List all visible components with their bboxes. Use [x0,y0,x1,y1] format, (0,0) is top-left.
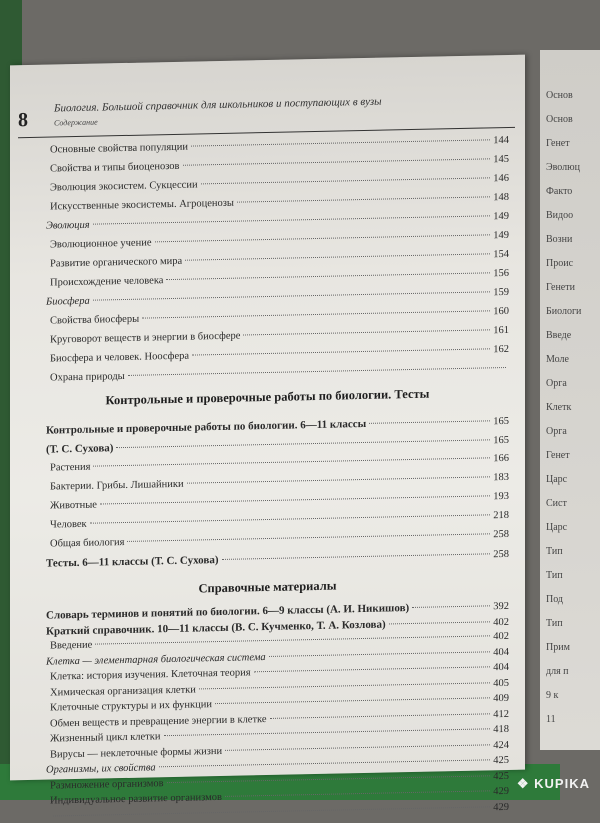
dot-leader [167,775,491,783]
right-page-line: Царс [546,474,568,485]
toc-entry-title: Контрольные и проверочные работы по биологии. 6—11 классы [46,417,367,437]
dot-leader [155,234,491,242]
right-page-line: Тип [546,618,563,629]
toc-entry-title: Введение [50,639,93,652]
right-page-line: Проис [546,258,574,269]
toc-entry [10,529,509,550]
toc-entry-title: Человек [50,518,87,531]
toc-entry-title: Круговорот веществ и энергии в биосфере [50,330,241,346]
dot-leader [93,291,491,300]
right-page-line: Тип [546,546,563,557]
toc-entry-title: Охрана природы [50,370,125,384]
toc-entry [10,287,509,308]
toc-entry-page: 160 [493,305,509,318]
toc-entry [10,230,509,251]
dot-leader [225,744,490,751]
right-page-line: Эволюц [546,162,580,173]
toc-entry-page: 402 [493,616,509,628]
dot-leader [166,272,490,280]
toc-entry-page: 156 [493,267,509,280]
toc-entry-title: Эволюционное учение [50,237,152,251]
toc-entry-page: 183 [493,471,509,484]
toc-entry-page: 424 [493,739,509,751]
toc-entry-title: Развитие органического мира [50,255,183,270]
toc-entry-page: 402 [493,630,509,643]
dot-leader [269,651,491,657]
right-page-line: Генет [546,138,570,149]
toc-entry-title: Жизненный цикл клетки [50,731,161,745]
toc-entry-title: Искусственные экосистемы. Агроценозы [50,197,234,213]
dot-leader [185,253,490,260]
dot-leader [237,196,490,202]
toc-entry-title: Краткий справочник. 10—11 классы (В. С. Кучменко, Т. А. Козлова) [46,618,386,638]
toc-entry-page: 159 [493,286,509,299]
toc-entry-page: 404 [493,661,509,674]
right-page [540,50,600,750]
right-page-line: Орга [546,426,567,437]
toc-entry-title: Биосфера [46,295,90,308]
toc-entry [10,363,509,384]
header-subtitle: Содержание [54,117,98,128]
right-page-line: Тип [546,570,563,581]
toc-entry-page: 392 [493,600,509,613]
dot-leader [127,533,490,542]
toc-entry-page: 165 [493,434,509,447]
dot-leader [199,682,490,689]
dot-leader [225,790,490,797]
toc-entry-page: 193 [493,490,509,503]
right-page-line: 9 к [546,690,559,701]
dot-leader [187,476,491,483]
toc-entry-title: Бактерии. Грибы. Лишайники [50,478,184,493]
dot-leader [389,621,491,624]
toc-entry-title: Биосфера и человек. Ноосфера [50,350,190,365]
toc-entry-page: 161 [493,324,509,337]
toc-entry-title: (Т. С. Сухова) [46,442,114,456]
dot-leader [243,329,490,335]
toc-entry-page: 425 [493,754,509,767]
dot-leader [93,457,490,466]
toc-entry-title: Основные свойства популяции [50,141,189,156]
toc-entry [10,491,509,512]
toc-entry [10,192,509,213]
toc-entry-title: Свойства и типы биоценозов [50,160,180,175]
dot-leader [100,495,490,504]
toc-entry [10,249,509,270]
toc-entry-title: Химическая организация клетки [50,683,196,699]
toc-entry-title: Клетка: история изучения. Клеточная теория [50,667,251,683]
toc-entry-page: 429 [493,801,509,813]
toc-entry-title: Словарь терминов и понятий по биологии. 6—9 классы (А. И. Никишов) [46,602,410,622]
right-page-line: Факто [546,186,573,197]
toc-entry-title: Общая биология [50,536,125,550]
dot-leader [90,514,491,523]
right-page-line: для п [546,666,569,677]
right-page-line: Основ [546,114,573,125]
dot-leader [142,310,490,318]
toc-entry [10,548,509,570]
toc-page [10,55,525,813]
toc-entry-page: 145 [493,153,509,166]
toc-entry [10,453,509,474]
right-page-line: Возни [546,234,573,245]
toc-entry [10,472,509,493]
right-page-line: 11 [546,714,556,725]
toc-entry-title: Животные [50,499,97,512]
right-page-line: Орга [546,378,567,389]
toc-entry [10,154,509,175]
toc-entry-page: 404 [493,646,509,658]
dot-leader [191,139,490,146]
toc-entry-page: 148 [493,191,509,204]
dot-leader [128,367,506,376]
toc-entry-page: 425 [493,770,509,782]
dot-leader [93,215,491,224]
toc-entry-page: 162 [493,343,509,356]
toc-entry-title: Клеточные структуры и их функции [50,699,213,714]
toc-entry-title: Обмен веществ и превращение энергии в клетке [50,713,267,730]
right-page-line: Моле [546,354,569,365]
toc-entry-page: 218 [493,509,509,522]
toc-entry-page: 149 [493,229,509,242]
dot-leader [254,666,491,672]
toc-entry [10,306,509,327]
right-page-line: Генети [546,282,575,293]
toc-entry-title [10,819,50,820]
running-header [18,93,515,138]
toc-entry-title: Свойства биосферы [50,313,140,327]
toc-entry-page: 429 [493,785,509,798]
dot-leader [192,348,490,355]
toc-entry-title: Растения [50,461,91,474]
dot-leader [159,759,491,767]
right-page-line: Клетк [546,402,572,413]
toc-entry-page: 418 [493,723,509,736]
toc-entry-title: Организмы, их свойства [46,762,156,776]
right-page-line: Видоо [546,210,574,221]
toc-entry [10,135,509,156]
toc-entry-page: 258 [493,548,509,561]
right-page-line: Основ [546,90,573,101]
dot-leader [270,713,491,719]
dot-leader [95,635,490,644]
toc-entry-page: 409 [493,692,509,705]
dot-leader [369,420,490,424]
toc-entry-page: 144 [493,134,509,147]
right-page-line: Биологи [546,306,582,317]
toc-entry-title: Происхождение человека [50,275,164,289]
dot-leader [116,439,490,448]
toc-entry [10,211,509,232]
section-heading-tests: Контрольные и проверочные работы по биологии. Тесты [105,386,430,408]
toc-entry-page: 146 [493,172,509,185]
toc-entry-title: Тесты. 6—11 классы (Т. С. Сухова) [46,554,219,570]
right-page-line: Генет [546,450,570,461]
dot-leader [412,605,490,608]
toc-entry [10,415,509,437]
book-title: Биология. Большой справочник для школьников и поступающих в вузы [54,95,382,115]
dot-leader [201,177,491,184]
toc-entry [10,173,509,194]
watermark: ❖ KUPIKA [516,776,590,791]
toc-entry-page: 258 [493,528,509,541]
right-page-line: Прим [546,642,570,653]
toc-entry [10,268,509,289]
toc-entry-page: 412 [493,708,509,720]
dot-leader [53,806,490,816]
right-page-line: Под [546,594,564,605]
toc-entry-title: Вирусы — неклеточные формы жизни [50,745,223,761]
toc-entry-title: Эволюция [46,219,90,232]
right-page-line: Сист [546,498,567,509]
watermark-text: KUPIKA [534,776,590,791]
dot-leader [222,553,491,560]
dot-leader [215,697,490,704]
right-page-line: Введе [546,330,572,341]
toc-entry-page: 166 [493,452,509,465]
toc-entry-title: Эволюция экосистем. Сукцессии [50,179,198,194]
toc-entry-page: 405 [493,677,509,689]
toc-entry [10,325,509,346]
toc-entry-page: 149 [493,210,509,223]
toc-entry [10,344,509,365]
toc-entry [10,510,509,531]
page-number: 8 [18,109,28,132]
right-page-line: Царс [546,522,568,533]
toc-entry-page: 165 [493,415,509,428]
section-heading-reference: Справочные материалы [198,578,337,596]
toc-entry-title: Индивидуальное развитие организмов [50,791,222,807]
dot-leader [183,158,491,165]
toc-entry-page: 154 [493,248,509,261]
toc-entry [10,434,509,456]
dot-leader [164,728,491,736]
toc-entry-title: Клетка — элементарная биологическая система [46,651,266,668]
toc-entry-title: Размножение организмов [50,777,164,792]
